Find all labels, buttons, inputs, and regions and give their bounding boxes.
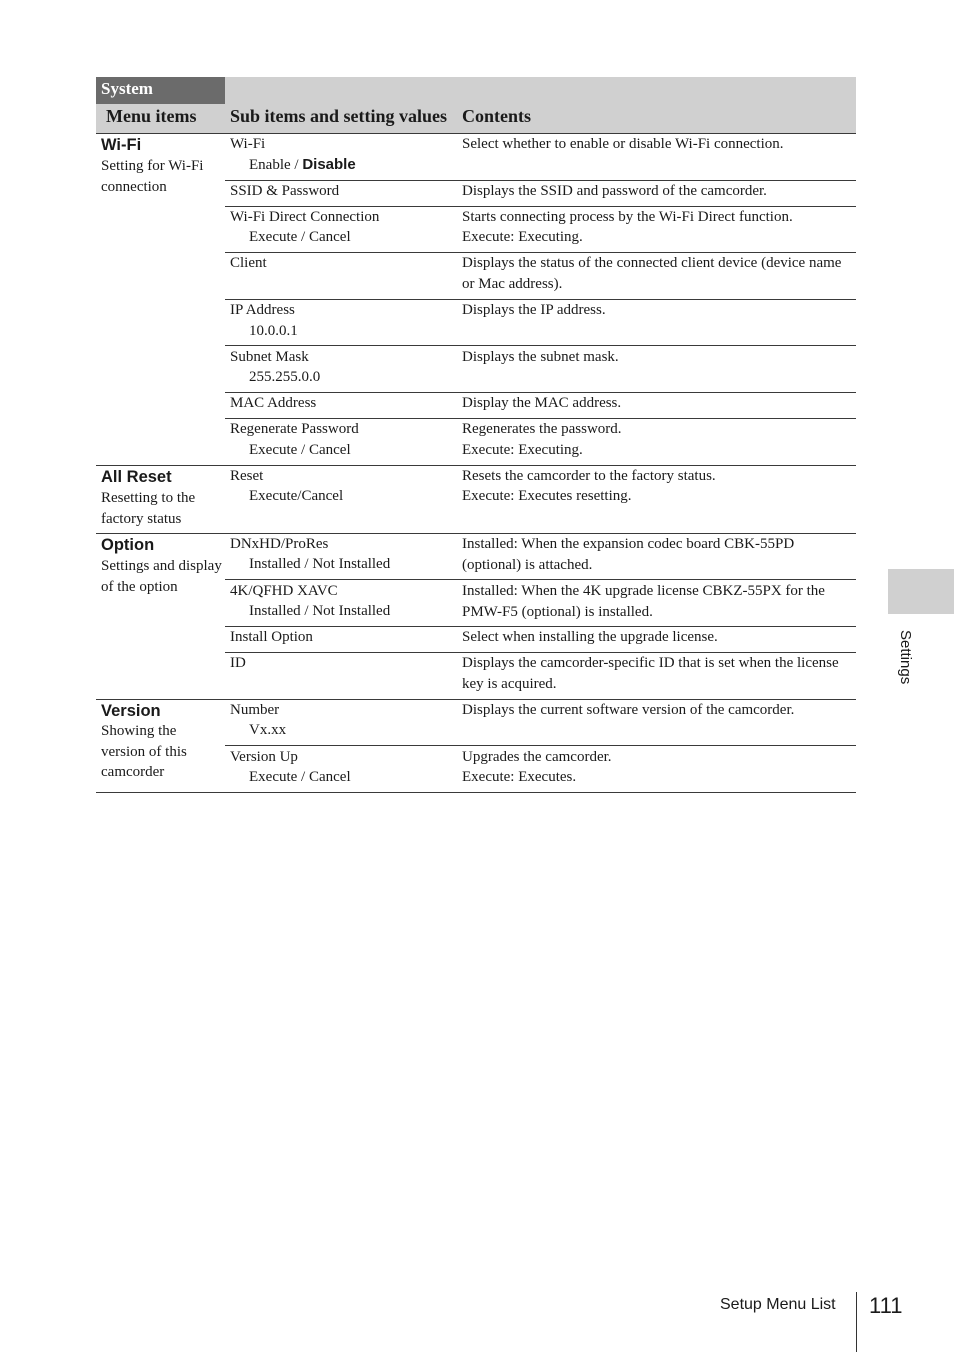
sub-item-name: Regenerate Password <box>230 421 359 437</box>
sub-item-name: Subnet Mask <box>230 349 309 365</box>
sub-item-name: MAC Address <box>230 395 317 411</box>
sub-item-name: Number <box>230 702 280 718</box>
menu-desc-version: Showing the version of this camcorder <box>101 723 187 780</box>
menu-desc-option: Settings and display of the option <box>101 558 222 595</box>
sub-item-value: Execute / Cancel <box>249 229 351 245</box>
divider <box>225 579 856 580</box>
contents-text: Select whether to enable or disable Wi-Fi connection. <box>462 136 784 152</box>
contents-text: Installed: When the 4K upgrade license CBKZ-55PX for the PMW-F5 (optional) is installed. <box>462 583 825 620</box>
sub-item-name: Install Option <box>230 629 313 645</box>
value-plain: Enable / <box>249 157 303 173</box>
sub-item-value: Installed / Not Installed <box>249 603 391 619</box>
sub-item-name: DNxHD/ProRes <box>230 536 329 552</box>
menu-title-all-reset: All Reset <box>101 468 172 486</box>
contents-text: Regenerates the password. <box>462 421 622 437</box>
contents-text: Starts connecting process by the Wi-Fi Direct function. <box>462 209 793 225</box>
contents-text: Execute: Executing. <box>462 229 583 245</box>
contents-text: Displays the IP address. <box>462 302 606 318</box>
sub-item-name: Reset <box>230 468 264 484</box>
sub-item-value: Installed / Not Installed <box>249 556 391 572</box>
sub-item-name: Version Up <box>230 749 298 765</box>
contents-text: Select when installing the upgrade license. <box>462 629 718 645</box>
divider <box>225 345 856 346</box>
contents-text: Execute: Executes resetting. <box>462 488 632 504</box>
sub-item-name: 4K/QFHD XAVC <box>230 583 338 599</box>
menu-title-wifi: Wi-Fi <box>101 136 142 154</box>
footer-divider <box>856 1292 857 1352</box>
divider <box>96 792 856 793</box>
menu-desc-wifi: Setting for Wi-Fi connection <box>101 158 204 195</box>
contents-text: Displays the current software version of the camcorder. <box>462 702 795 718</box>
page-number: 111 <box>869 1293 903 1318</box>
contents-text: Displays the SSID and password of the camcorder. <box>462 183 767 199</box>
menu-title-version: Version <box>101 702 161 720</box>
sub-item-name: ID <box>230 655 246 671</box>
chapter-side-label: Settings <box>897 630 914 685</box>
contents-text: Installed: When the expansion codec board CBK-55PD (optional) is attached. <box>462 536 795 573</box>
sub-item-value: Execute / Cancel <box>249 769 351 785</box>
footer-section-label: Setup Menu List <box>720 1296 836 1313</box>
chapter-thumb-tab <box>888 569 954 614</box>
column-header-sub-items: Sub items and setting values <box>230 106 448 126</box>
contents-text: Execute: Executing. <box>462 442 583 458</box>
sub-item-value: 10.0.0.1 <box>249 323 298 339</box>
sub-item-value: Execute/Cancel <box>249 488 344 504</box>
sub-item-value <box>249 155 356 176</box>
contents-text: Upgrades the camcorder. <box>462 749 612 765</box>
contents-text: Displays the camcorder-specific ID that is set when the license key is acquired. <box>462 655 839 692</box>
section-tab: System <box>96 77 225 104</box>
column-header-contents: Contents <box>462 106 532 126</box>
divider <box>225 745 856 746</box>
contents-text: Display the MAC address. <box>462 395 622 411</box>
contents-text: Execute: Executes. <box>462 769 577 785</box>
column-header-menu-items: Menu items <box>106 106 197 126</box>
sub-item-name: SSID & Password <box>230 183 340 199</box>
contents-text: Displays the status of the connected client device (device name or Mac address). <box>462 255 842 292</box>
menu-desc-all-reset: Resetting to the factory status <box>101 490 196 527</box>
menu-title-option: Option <box>101 536 155 554</box>
sub-item-name: Wi-Fi Direct Connection <box>230 209 380 225</box>
value-default: Disable <box>302 156 356 173</box>
sub-item-value: 255.255.0.0 <box>249 369 321 385</box>
sub-item-name: IP Address <box>230 302 295 318</box>
sub-item-value: Execute / Cancel <box>249 442 351 458</box>
sub-item-name: Wi-Fi <box>230 136 266 152</box>
contents-text: Resets the camcorder to the factory status. <box>462 468 716 484</box>
contents-text: Displays the subnet mask. <box>462 349 619 365</box>
sub-item-value: Vx.xx <box>249 722 287 738</box>
sub-item-name: Client <box>230 255 267 271</box>
